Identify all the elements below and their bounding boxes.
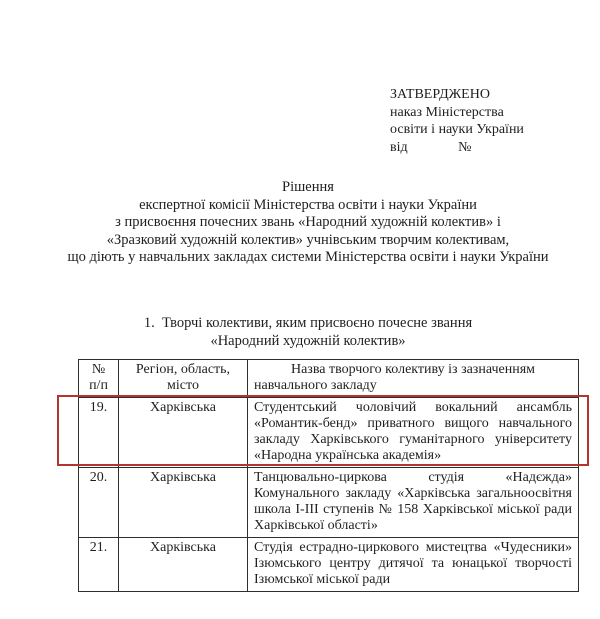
approval-line-ministry: освіти і науки України [390,122,524,137]
row-21-number: 21. [79,538,119,592]
title-line-3: з присвоєння почесних звань «Народний художній колектив» і [115,214,501,230]
title-line-4: «Зразковий художній колектив» учнівським творчим колективам, [106,231,510,248]
approval-line-approved: ЗАТВЕРДЖЕНО [390,87,490,102]
header-cell-region [119,360,248,398]
approval-line-date-number [390,139,524,157]
approval-date-label: від [390,139,408,155]
row-19-collective-name: Студентський чоловічий вокальний ансамбль «Романтик-бенд» приватного вищого навчального закладу Харківського гуманітарного університету «Народна українська академія» [248,398,579,468]
approval-block [390,86,524,156]
header-cell-collective-name: Назва творчого колективу із зазначенням навчального закладу [248,360,579,398]
approval-number-label: № [458,139,472,155]
row-21-collective-name: Студія естрадно-циркового мистецтва «Чудесники» Ізюмського центру дитячої та юнацької творчості Ізюмської міської ради [248,538,579,592]
table-row-21 [79,538,579,592]
collectives-table [78,359,579,592]
section-heading [28,315,588,350]
header-region-line1: Регіон, область, [135,362,231,377]
approval-line-order: наказ Міністерства [390,104,504,120]
document-title [28,179,588,267]
header-number-line1: № [91,362,106,377]
table-header-row [79,360,579,398]
table-row-19 [79,398,579,468]
row-19-region: Харківська [119,398,248,468]
row-20-number: 20. [79,468,119,538]
table-row-20 [79,468,579,538]
header-cell-number [79,360,119,398]
row-21-region: Харківська [119,538,248,592]
header-number-line2: п/п [89,378,108,393]
row-20-region: Харківська [119,468,248,538]
title-line-1: Рішення [282,179,334,195]
header-region-line2: місто [167,378,199,393]
title-line-2: експертної комісії Міністерства освіти і науки України [139,196,477,213]
section-heading-line-1: 1. Творчі колективи, яким присвоєно почесне звання [143,315,473,331]
row-20-collective-name: Танцювально-циркова студія «Надєжда» Комунального закладу «Харківська загальноосвітня школа І-ІІІ ступенів № 158 Харківської міської ради Харківської області» [248,468,579,538]
row-19-number: 19. [79,398,119,468]
title-line-5: що діють у навчальних закладах системи Міністерства освіти і науки України [67,249,549,265]
section-heading-line-2: «Народний художній колектив» [210,332,406,349]
